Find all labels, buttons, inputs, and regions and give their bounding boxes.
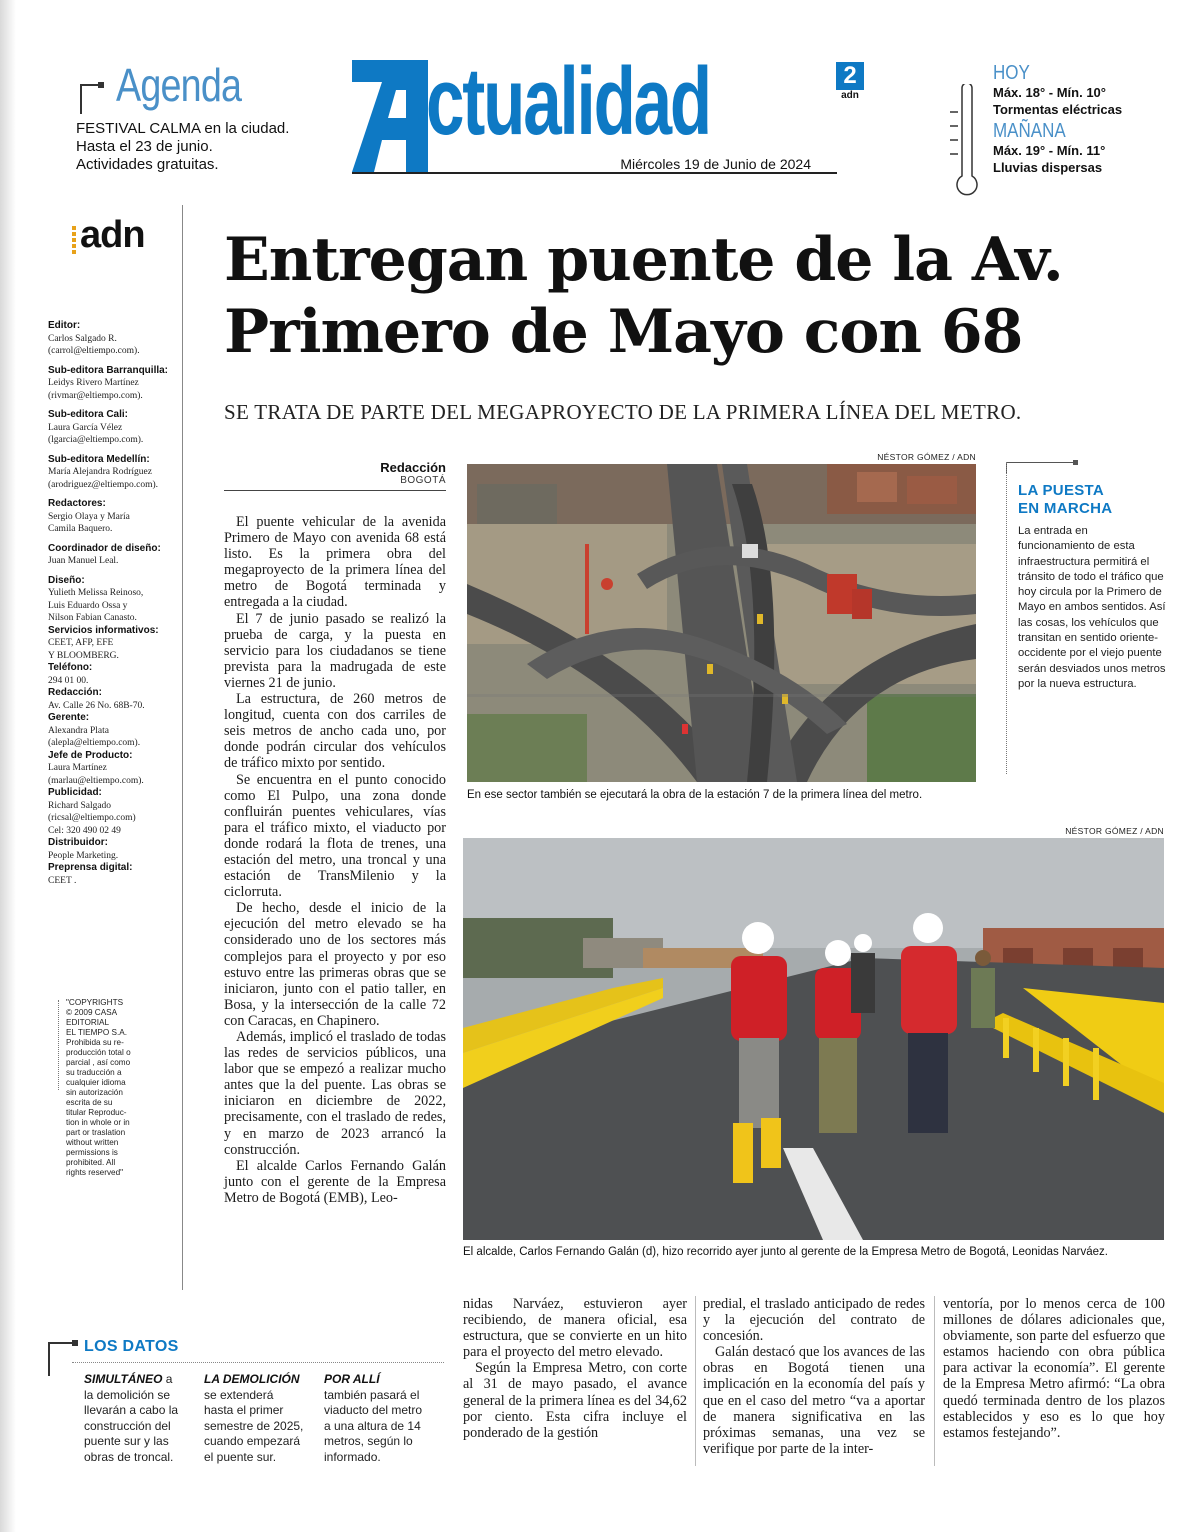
- staff-name: Luis Eduardo Ossa y: [48, 600, 128, 611]
- byline: [224, 460, 446, 486]
- photo-credit: NÉSTOR GÓMEZ / ADN: [1065, 826, 1164, 836]
- masthead: [352, 48, 859, 176]
- staff-name: Laura García Vélez: [48, 422, 123, 433]
- sidebar-title-line: EN MARCHA: [1018, 500, 1113, 517]
- staff-name: Alexandra Plata: [48, 725, 109, 736]
- body-paragraph: La estructura, de 260 metros de longitud, cuenta con dos carriles de seis metros de ancho cada uno, por donde podrán circular dos vehículos de tráfico mixto por sentido.: [224, 691, 446, 772]
- officials-walking-illustration: [463, 838, 1164, 1240]
- headline-line: Primero de Mayo con 68: [224, 297, 1023, 367]
- photo-credit: NÉSTOR GÓMEZ / ADN: [877, 452, 976, 462]
- dato-lead: POR ALLÍ: [324, 1372, 380, 1386]
- agenda-lines: [76, 120, 289, 174]
- photo-caption: En ese sector también se ejecutará la obra de la estación 7 de la primera línea del metro.: [467, 789, 923, 801]
- body-paragraph: nidas Narváez, estuvieron ayer recibiendo, de manera oficial, esa estructura, que se convierte en un hito para el proyecto del metro elevado.: [463, 1296, 687, 1361]
- dato-text: también pasará el viaducto del metro a una altura de 14 metros, según lo informado.: [324, 1387, 423, 1464]
- dato-text: se extenderá hasta el primer semestre de 2025, cuando empezará el puente sur.: [204, 1387, 304, 1464]
- headline-line: Entregan puente de la Av.: [224, 225, 1063, 295]
- body-paragraph: De hecho, desde el inicio de la ejecución del metro elevado se ha considerado uno de los sectores más complejos para el proyecto y por eso estuvo entre las primeras obras que se iniciaron, junto con el patio taller, en Bosa, y la intersección de la calle 72 con Caracas, en Chapinero.: [224, 900, 446, 1029]
- copyright-line: sin autorización: [66, 1088, 123, 1097]
- staff-role: Sub-editora Medellín:: [48, 453, 150, 465]
- page-number-label: adn: [841, 90, 859, 101]
- staff-name: Richard Salgado: [48, 800, 112, 811]
- datos-rule: [72, 1362, 444, 1363]
- staff-name: (carrol@eltiempo.com).: [48, 346, 140, 356]
- agenda-title: Agenda: [116, 59, 242, 111]
- copyright-line: permissions is: [66, 1148, 118, 1157]
- body-paragraph: Según la Empresa Metro, con corte al 31 de mayo pasado, el avance general de la primera línea es del 34,62 por ciento. Esta cifra incluye el ponderado de la gestión: [463, 1360, 687, 1441]
- staff-name: (arodriguez@eltiempo.com).: [48, 479, 159, 490]
- staff-role: Diseño:: [48, 574, 85, 586]
- staff-name: Cel: 320 490 02 49: [48, 825, 121, 836]
- adn-logo-word: adn: [80, 214, 145, 256]
- dato-item: [324, 1372, 424, 1465]
- copyright-line: part or traslation: [66, 1128, 126, 1137]
- adn-logo-bars: [72, 226, 78, 256]
- photo-caption: El alcalde, Carlos Fernando Galán (d), hizo recorrido ayer junto al gerente de la Empresa Metro de Bogotá, Leonidas Narváez.: [463, 1246, 1108, 1258]
- headline: [224, 224, 1164, 368]
- staff-role: Redacción:: [48, 687, 102, 698]
- staff-name: (alepla@eltiempo.com).: [48, 738, 141, 748]
- staff-name: (ricsal@eltiempo.com): [48, 813, 136, 823]
- copyright-notice: [66, 998, 166, 1178]
- body-paragraph: Además, implicó el traslado de todas las redes de servicios públicos, una labor que se empezó a realizar mucho antes que la del puente. Las obras se iniciaron en diciembre de 2022, precisamente, con el traslado de redes, y en marzo de 2023 arrancó la construcción.: [224, 1029, 446, 1158]
- staff-role: Distribuidor:: [48, 837, 108, 848]
- aerial-bridge-photo: [467, 464, 976, 782]
- staff-role: Jefe de Producto:: [48, 749, 133, 761]
- weather-tomorrow: [993, 120, 1105, 176]
- officials-walking-photo: [463, 838, 1164, 1240]
- body-column-3: [703, 1296, 925, 1457]
- staff-name: Yulieth Melissa Reinoso,: [48, 588, 144, 598]
- staff-name: Av. Calle 26 No. 68B-70.: [48, 700, 145, 711]
- staff-name: Nilson Fabian Canasto.: [48, 613, 137, 623]
- copyright-line: EDITORIAL: [66, 1018, 110, 1027]
- body-paragraph: ventoría, por lo menos cerca de 100 millones de dólares adicionales que, obviamente, son parte del esfuerzo que estamos haciendo con obra pública para activar la economía”. El gerente de la Empresa Metro afirmó: “La obra quedó terminada dentro de los plazos establecidos y eso es lo que hoy estamos festejando”.: [943, 1296, 1165, 1441]
- staff-role: Teléfono:: [48, 662, 93, 673]
- copyright-line: prohibited. All: [66, 1158, 116, 1167]
- staff-name: Laura Martínez: [48, 763, 107, 773]
- copyright-line: © 2009 CASA: [66, 1008, 118, 1017]
- staff-role: Publicidad:: [48, 787, 102, 798]
- copyright-line: tion in whole or in: [66, 1118, 130, 1127]
- copyright-line: EL TIEMPO S.A.: [66, 1028, 127, 1037]
- staff-role: Sub-editora Cali:: [48, 409, 129, 420]
- body-paragraph: El puente vehicular de la avenida Primero de Mayo con avenida 68 está listo. Es la primera obra del megaproyecto de la primera línea del metro de Bogotá terminada y entregada a la ciudad.: [224, 514, 446, 611]
- staff-name: Y BLOOMBERG.: [48, 650, 119, 661]
- copyright-line: cualquier idioma: [66, 1078, 126, 1087]
- staff-name: (marlau@eltiempo.com).: [48, 775, 144, 786]
- staff-role: Editor:: [48, 320, 81, 331]
- agenda-line: Hasta el 23 de junio.: [76, 138, 213, 155]
- byline-rule: [224, 490, 446, 491]
- copyright-line: "COPYRIGHTS: [66, 998, 124, 1007]
- datos-title: LOS DATOS: [84, 1338, 179, 1355]
- sidebar-bracket-line: [1006, 462, 1007, 774]
- sidebar-bracket: [1006, 462, 1076, 474]
- staff-name: Camila Baquero.: [48, 524, 113, 534]
- body-paragraph: El alcalde Carlos Fernando Galán junto con el gerente de la Empresa Metro de Bogotá (EMB), Leo-: [224, 1157, 446, 1206]
- copyright-line: without written: [66, 1138, 119, 1147]
- column-divider: [695, 1296, 696, 1466]
- page-number-badge: [836, 62, 864, 102]
- weather-today-label: HOY: [993, 62, 1030, 84]
- staff-name: Sergio Olaya y María: [48, 511, 130, 522]
- dato-item: [204, 1372, 304, 1465]
- staff-name: CEET, AFP, EFE: [48, 638, 114, 648]
- body-column-1: [224, 514, 446, 1206]
- staff-divider: [182, 205, 183, 1290]
- weather-today-temp: Máx. 18° - Mín. 10°: [993, 85, 1106, 100]
- staff-name: (lgarcia@eltiempo.com).: [48, 435, 144, 445]
- copyright-line: producción total o: [66, 1048, 131, 1057]
- weather-today-desc: Tormentas eléctricas: [993, 102, 1123, 117]
- weather-tomorrow-desc: Lluvias dispersas: [993, 160, 1103, 175]
- staff-name: 294 01 00.: [48, 675, 89, 686]
- aerial-bridge-illustration: [467, 464, 976, 782]
- sidebar-title: [1018, 482, 1112, 518]
- staff-name: People Marketing.: [48, 850, 119, 861]
- masthead-rule: [352, 172, 837, 174]
- dato-lead: SIMULTÁNEO: [84, 1372, 163, 1386]
- sidebar-body: La entrada en funcionamiento de esta infraestructura permitirá el tránsito de todo el tráfico que hoy circula por la Primero de Mayo en ambos sentidos. Así las cosas, los vehículos que transitan en sentido oriente-occidente por el viejo puente serán desviados unos metros por la nueva estructura.: [1018, 525, 1166, 690]
- copyright-line: escrita de su: [66, 1098, 113, 1107]
- staff-role: Servicios informativos:: [48, 624, 159, 636]
- agenda-line: Actividades gratuitas.: [76, 156, 219, 173]
- agenda-line: FESTIVAL CALMA en la ciudad.: [76, 120, 290, 137]
- weather-tomorrow-label: MAÑANA: [993, 120, 1066, 142]
- masthead-a-logo: [352, 60, 432, 172]
- staff-role: Preprensa digital:: [48, 862, 133, 873]
- staff-name: María Alejandra Rodríguez: [48, 467, 152, 477]
- datos-bracket: [48, 1342, 74, 1376]
- copyright-line: rights reserved": [66, 1168, 124, 1177]
- dato-text: a la demolición se llevarán a cabo la construcción del puente sur y las obras de troncal.: [84, 1372, 179, 1464]
- copyright-line: Prohibida su re-: [66, 1038, 124, 1047]
- dato-item: [84, 1372, 184, 1465]
- staff-role: Redactores:: [48, 498, 106, 509]
- body-paragraph: Galán destacó que los avances de las obras en Bogotá tienen una implicación en la economía del país y que en el caso del metro “va a aportar de manera significativa en las próximas semanas, una vez se verifique por parte de la inter-: [703, 1344, 925, 1457]
- subheadline: SE TRATA DE PARTE DEL MEGAPROYECTO DE LA PRIMERA LÍNEA DEL METRO.: [224, 400, 1022, 424]
- body-paragraph: El 7 de junio pasado se realizó la prueba de carga, y la puesta en servicio para los ciudadanos se tiene prevista para la madrugada de este viernes 21 de junio.: [224, 610, 446, 691]
- thermometer-icon: [948, 84, 980, 214]
- body-paragraph: predial, el traslado anticipado de redes y la ejecución del contrato de concesión.: [703, 1296, 925, 1345]
- copyright-line: su traducción a: [66, 1068, 122, 1077]
- staff-name: Carlos Salgado R.: [48, 333, 117, 344]
- dato-lead: LA DEMOLICIÓN: [204, 1372, 300, 1386]
- edition-date: Miércoles 19 de Junio de 2024: [620, 156, 811, 172]
- column-divider: [934, 1296, 935, 1466]
- page-edge-shadow: [0, 0, 16, 1532]
- masthead-word: ctualidad: [426, 48, 710, 155]
- copyright-line: parcial , así como: [66, 1058, 131, 1067]
- agenda-bracket: [80, 84, 100, 114]
- staff-role: Sub-editora Barranquilla:: [48, 364, 169, 376]
- staff-name: Leidys Rivero Martínez: [48, 378, 139, 388]
- weather-today: [993, 62, 1122, 118]
- staff-role: Gerente:: [48, 712, 90, 723]
- staff-role: Coordinador de diseño:: [48, 542, 161, 554]
- body-column-4: [943, 1296, 1165, 1441]
- copyright-line: titular Reproduc-: [66, 1108, 127, 1117]
- staff-name: (rivmar@eltiempo.com).: [48, 390, 143, 401]
- sidebar-title-line: LA PUESTA: [1018, 482, 1105, 499]
- byline-author: Redacción: [380, 460, 446, 475]
- staff-name: Juan Manuel Leal.: [48, 556, 119, 566]
- page-number: 2: [836, 62, 864, 90]
- body-paragraph: Se encuentra en el punto conocido como El Pulpo, una zona donde confluirán puentes vehiculares, vías para el tráfico mixto, el viaducto por donde rodará la flota de trenes, una estación del metro, una troncal y una estación de TransMilenio y la ciclorruta.: [224, 771, 446, 901]
- weather-tomorrow-temp: Máx. 19° - Mín. 11°: [993, 143, 1106, 158]
- body-column-2: [463, 1296, 687, 1441]
- byline-city: BOGOTÁ: [400, 475, 446, 486]
- staff-name: CEET .: [48, 875, 77, 886]
- staff-credits: [48, 313, 182, 887]
